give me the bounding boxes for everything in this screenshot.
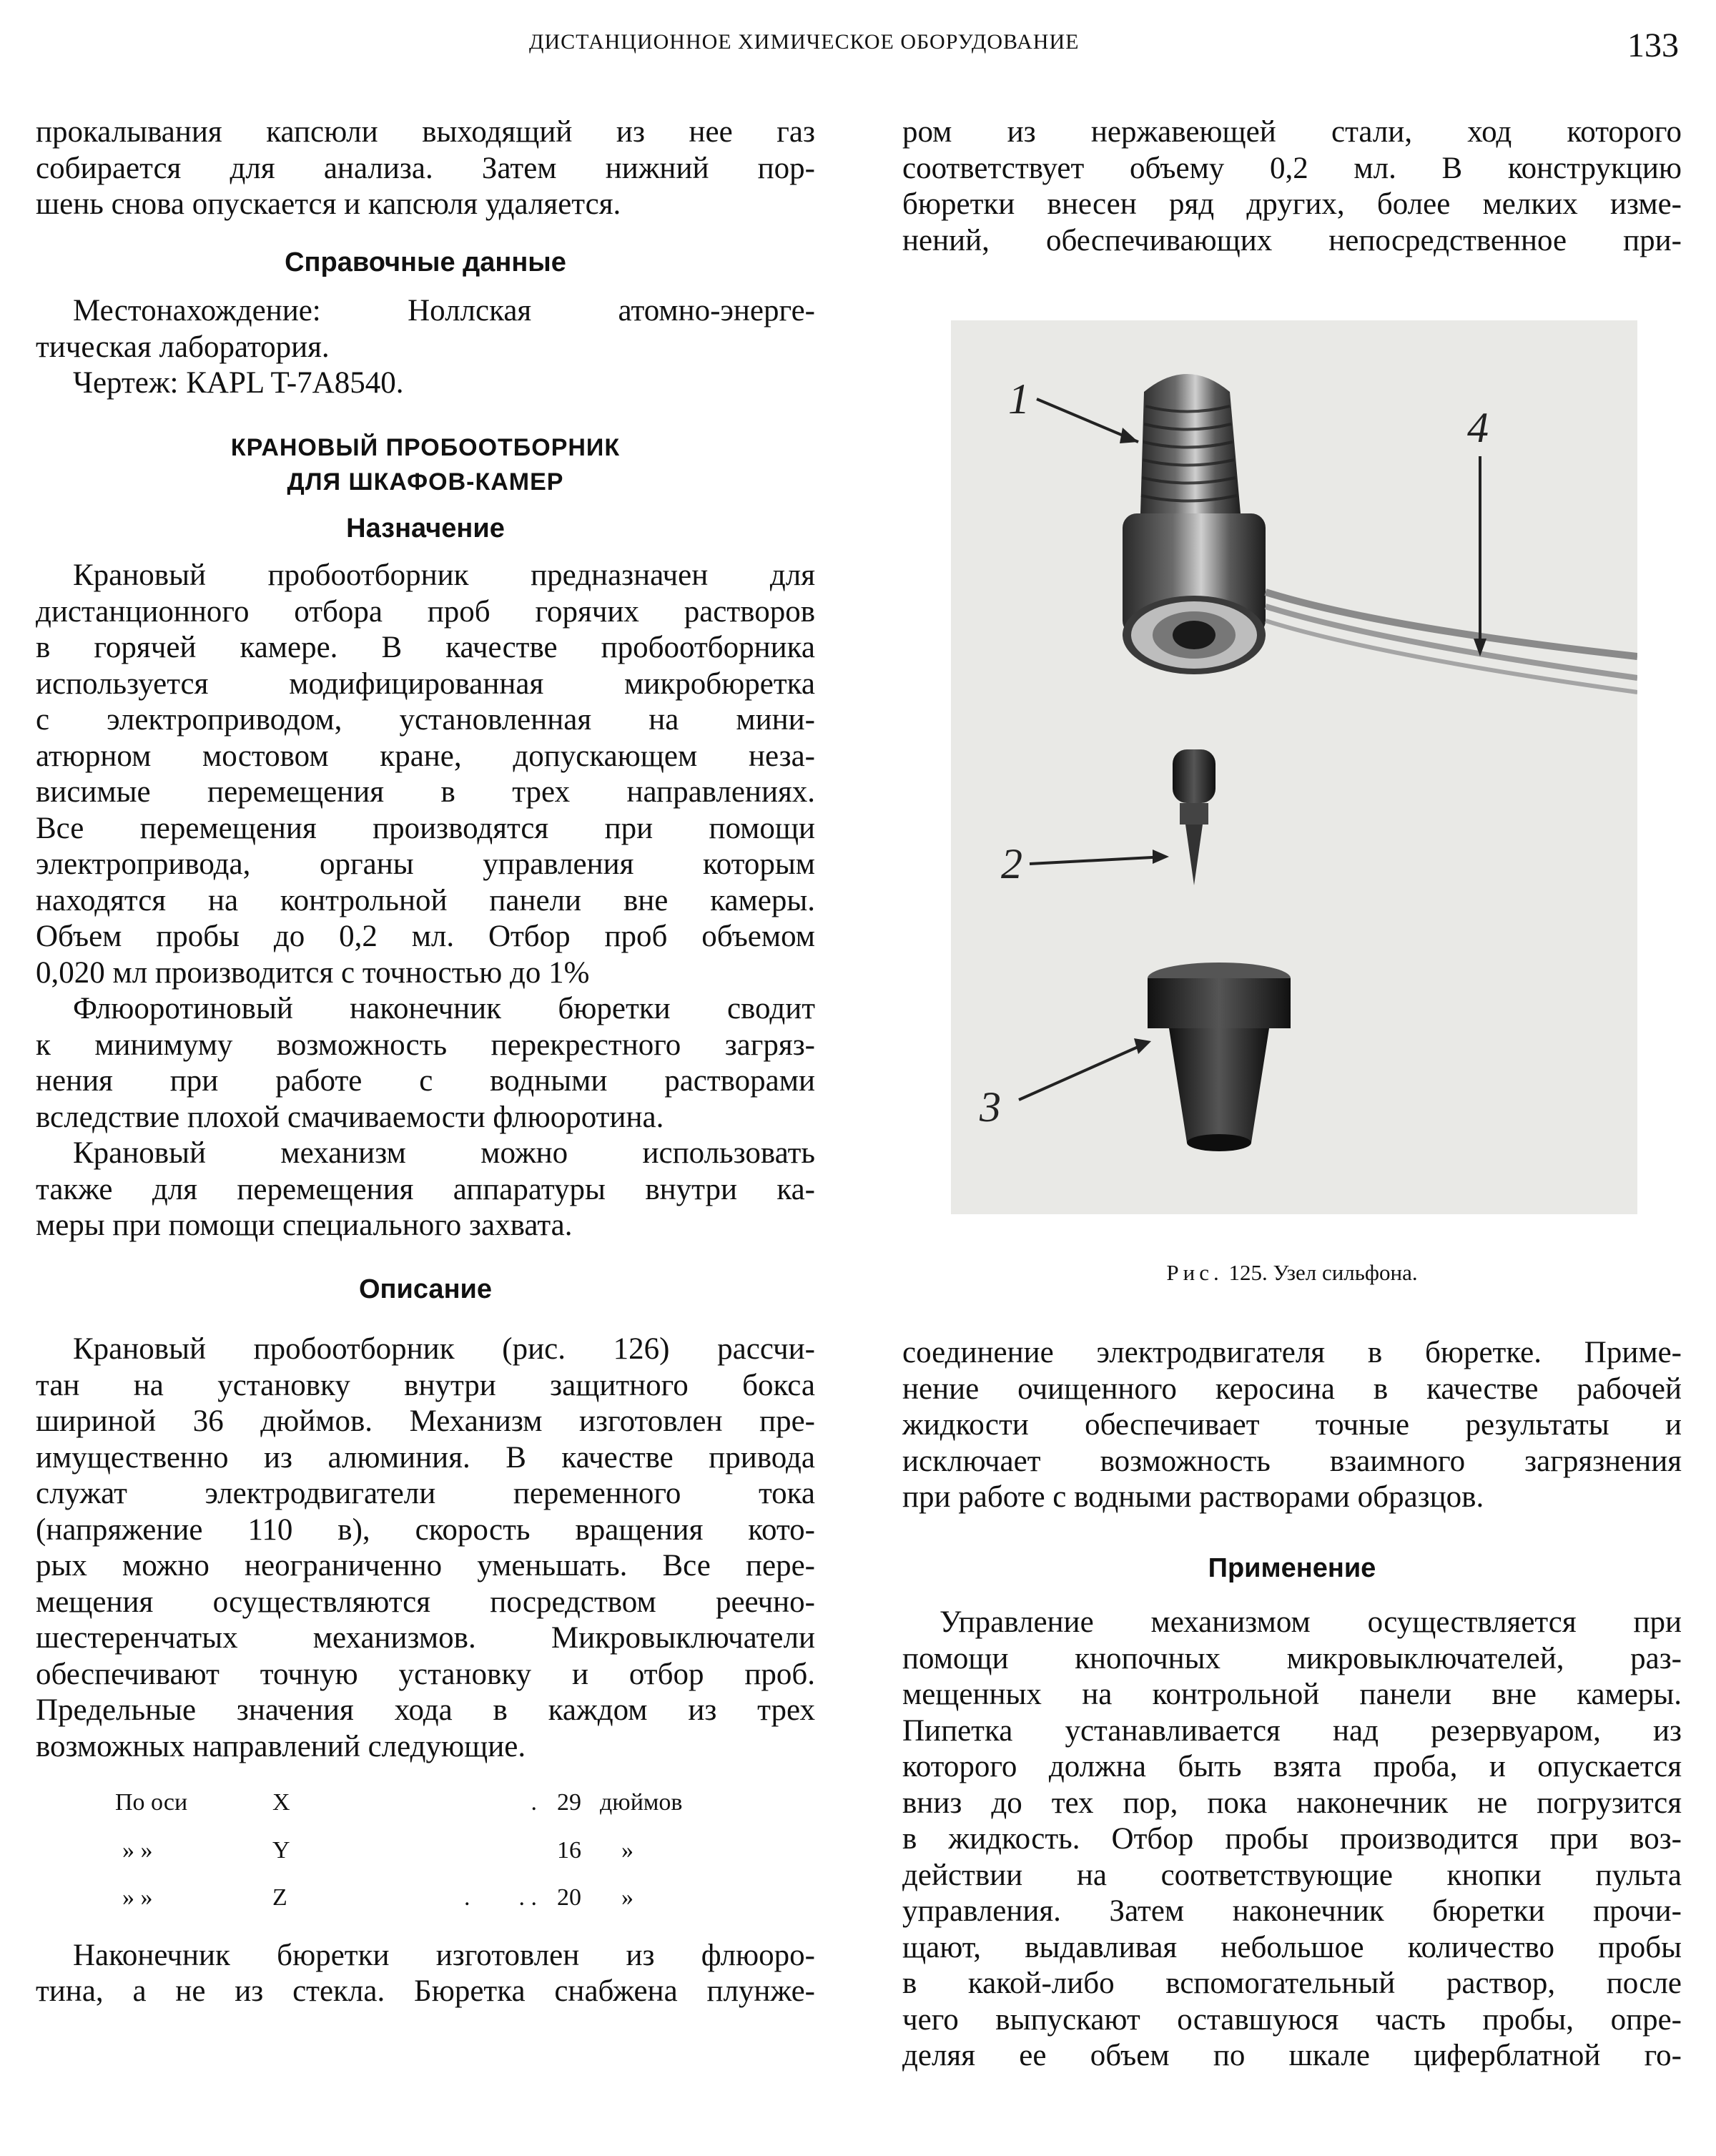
text-line: действии на соответствующие кнопки пульта bbox=[902, 1858, 1682, 1892]
bellows-part-1 bbox=[1123, 374, 1266, 674]
tube-part-4 bbox=[1266, 592, 1637, 692]
text-line: к минимуму возможность перекрестного загряз- bbox=[36, 1028, 815, 1062]
application-heading: Применение bbox=[1208, 1552, 1376, 1583]
right-column-bottom bbox=[902, 1335, 1682, 2074]
section-title bbox=[36, 430, 815, 499]
text-line: при работе с водными растворами образцов. bbox=[902, 1480, 1484, 1514]
figure-label-4: 4 bbox=[1467, 404, 1489, 451]
text-line: Крановый пробоотборник предназначен для bbox=[73, 558, 815, 592]
text-line: нение очищенного керосина в качестве рабочей bbox=[902, 1372, 1682, 1406]
left-column bbox=[36, 114, 815, 2010]
section-title-line: КРАНОВЫЙ ПРОБООТБОРНИК bbox=[230, 433, 621, 461]
plunger-paragraph bbox=[902, 114, 1682, 259]
text-line: обеспечивают точную установку и отбор проб. bbox=[36, 1657, 815, 1691]
text-line: шириной 36 дюймов. Механизм изготовлен пре- bbox=[36, 1404, 815, 1438]
text-line: висимые перемещения в трех направлениях. bbox=[36, 775, 815, 809]
table-row bbox=[115, 1827, 736, 1875]
text-line: собирается для анализа. Затем нижний пор- bbox=[36, 151, 815, 185]
text-line: Предельные значения хода в каждом из трех bbox=[36, 1693, 815, 1727]
text-line: Наконечник бюретки изготовлен из флюоро- bbox=[73, 1938, 815, 1972]
travel-unit: дюймов bbox=[600, 1789, 683, 1816]
text-line: также для перемещения аппаратуры внутри ка- bbox=[36, 1172, 815, 1206]
text-line: возможных направлений следующие. bbox=[36, 1729, 526, 1763]
figure-label-2: 2 bbox=[1001, 840, 1022, 887]
text-line: имущественно из алюминия. В качестве привода bbox=[36, 1440, 815, 1475]
text-line: помощи кнопочных микровыключателей, раз- bbox=[902, 1641, 1682, 1675]
text-line: управления. Затем наконечник бюретки прочи- bbox=[902, 1894, 1682, 1928]
text-line: электропривода, органы управления которым bbox=[36, 847, 815, 881]
axis-letter: Z bbox=[272, 1884, 287, 1911]
caption-prefix: Рис. bbox=[1166, 1260, 1223, 1285]
text-line: Все перемещения производятся при помощи bbox=[36, 811, 815, 845]
text-line: вследствие плохой смачиваемости флюоротина. bbox=[36, 1100, 664, 1134]
text-line: мещения осуществляются посредством реечно- bbox=[36, 1585, 815, 1619]
text-line: дистанционного отбора проб горячих растворов bbox=[36, 594, 815, 629]
right-column-top bbox=[902, 114, 1682, 259]
text-line: чего выпускают оставшуюся часть пробы, опре- bbox=[902, 2002, 1682, 2037]
axis-label: » » bbox=[122, 1884, 153, 1911]
figure-label-3: 3 bbox=[980, 1083, 1001, 1131]
travel-unit: » bbox=[621, 1884, 633, 1911]
text-line: ром из нержавеющей стали, ход которого bbox=[902, 115, 1682, 149]
text-line: жидкости обеспечивает точные результаты и bbox=[902, 1408, 1682, 1442]
text-line: тан на установку внутри защитного бокса bbox=[36, 1368, 815, 1402]
text-line: в горячей камере. В качестве пробоотборника bbox=[36, 631, 815, 664]
text-line: (напряжение 110 в), скорость вращения кото- bbox=[36, 1512, 815, 1547]
bellows-photo-illustration bbox=[951, 320, 1637, 1214]
text-line: Пипетка устанавливается над резервуаром, из bbox=[902, 1713, 1682, 1748]
tip-paragraph bbox=[36, 1938, 815, 2010]
text-line: Крановый механизм можно использовать bbox=[73, 1136, 815, 1170]
running-head bbox=[0, 26, 1716, 69]
travel-value: 29 bbox=[557, 1789, 581, 1816]
text-line: находятся на контрольной панели вне камеры. bbox=[36, 883, 815, 917]
table-row bbox=[115, 1779, 736, 1827]
figure-caption bbox=[902, 1260, 1682, 1286]
text-line: шестеренчатых механизмов. Микровыключатели bbox=[36, 1621, 815, 1655]
text-line: с электроприводом, установленная на мини- bbox=[36, 703, 815, 737]
text-line: мещенных на контрольной панели вне камеры. bbox=[902, 1678, 1682, 1711]
axis-letter: Y bbox=[272, 1836, 290, 1864]
section-title-line: ДЛЯ ШКАФОВ-КАМЕР bbox=[287, 468, 564, 496]
text-line: исключает возможность взаимного загрязнения bbox=[902, 1444, 1682, 1478]
description-heading: Описание bbox=[358, 1274, 493, 1304]
text-line: атюрном мостовом кране, допускающем неза- bbox=[36, 739, 815, 773]
text-line: меры при помощи специального захвата. bbox=[36, 1209, 573, 1242]
text-line: тическая лаборатория. bbox=[36, 330, 330, 364]
application-paragraph bbox=[902, 1605, 1682, 2074]
text-line: соединение электродвигателя в бюретке. Приме- bbox=[902, 1336, 1682, 1369]
burette-tip-part-2 bbox=[1173, 749, 1216, 885]
text-line: шень снова опускается и капсюля удаляется. bbox=[36, 187, 621, 221]
drawing-reference: Чертеж: КAPL T-7A8540. bbox=[73, 366, 404, 400]
reference-paragraph bbox=[36, 293, 815, 402]
figure-label-1: 1 bbox=[1008, 375, 1030, 423]
travel-value: 20 bbox=[557, 1884, 581, 1911]
text-line: рых можно неограниченно уменьшать. Все пере- bbox=[36, 1549, 815, 1582]
text-line: бюретки внесен ряд других, более мелких изме- bbox=[902, 187, 1682, 221]
purpose-paragraph bbox=[36, 558, 815, 991]
text-line: деляя ее объем по шкале циферблатной го- bbox=[902, 2039, 1682, 2072]
description-paragraph bbox=[36, 1331, 815, 1765]
text-line: Управление механизмом осуществляется при bbox=[940, 1605, 1682, 1639]
text-line: Крановый пробоотборник (рис. 126) рассчи- bbox=[73, 1332, 815, 1366]
travel-limits-table bbox=[115, 1779, 736, 1922]
page-number: 133 bbox=[1627, 26, 1679, 64]
text-line: соответствует объему 0,2 мл. В конструкцию bbox=[902, 151, 1682, 185]
text-line: Флюоротиновый наконечник бюретки сводит bbox=[73, 992, 815, 1025]
travel-unit: » bbox=[621, 1836, 633, 1864]
text-line: тина, а не из стекла. Бюретка снабжена плунже- bbox=[36, 1974, 815, 2008]
text-line: служат электродвигатели переменного тока bbox=[36, 1477, 815, 1510]
figure-125-bellows-assembly bbox=[951, 320, 1637, 1214]
axis-letter: X bbox=[272, 1789, 290, 1816]
cone-part-3 bbox=[1148, 963, 1291, 1151]
axis-label: » » bbox=[122, 1836, 153, 1864]
text-line: нений, обеспечивающих непосредственное при- bbox=[902, 223, 1682, 257]
reference-heading: Справочные данные bbox=[285, 247, 566, 277]
table-row bbox=[115, 1874, 736, 1922]
text-line: Местонахождение: Ноллская атомно-энерге- bbox=[73, 294, 815, 328]
text-line: которого должна быть взята проба, и опускается bbox=[902, 1750, 1682, 1783]
text-line: прокалывания капсюли выходящий из нее газ bbox=[36, 115, 815, 149]
leader-dots: . bbox=[531, 1789, 537, 1816]
text-line: нения при работе с водными растворами bbox=[36, 1064, 815, 1098]
text-line: вниз до тех пор, пока наконечник не погрузится bbox=[902, 1786, 1682, 1820]
text-line: щают, выдавливая небольшое количество пробы bbox=[902, 1930, 1682, 1964]
leader-dots: . . . bbox=[464, 1884, 537, 1911]
text-line: в жидкость. Отбор пробы производится при воз- bbox=[902, 1822, 1682, 1856]
intro-paragraph bbox=[36, 114, 815, 223]
crane-paragraph bbox=[36, 1136, 815, 1244]
axis-label: По оси bbox=[115, 1789, 188, 1816]
caption-text: 125. Узел сильфона. bbox=[1228, 1260, 1418, 1285]
text-line: используется модифицированная микробюретка bbox=[36, 666, 815, 701]
kerosene-paragraph bbox=[902, 1335, 1682, 1516]
travel-value: 16 bbox=[557, 1836, 581, 1864]
text-line: Объем пробы до 0,2 мл. Отбор проб объемом bbox=[36, 920, 815, 953]
leader-dots bbox=[344, 1827, 557, 1875]
fluorothene-paragraph bbox=[36, 991, 815, 1136]
running-title: ДИСТАНЦИОННОЕ ХИМИЧЕСКОЕ ОБОРУДОВАНИЕ bbox=[529, 30, 1080, 54]
text-line: в какой-либо вспомогательный раствор, после bbox=[902, 1967, 1682, 2000]
text-line: 0,020 мл производится с точностью до 1% bbox=[36, 955, 590, 990]
purpose-heading: Назначение bbox=[346, 513, 505, 543]
